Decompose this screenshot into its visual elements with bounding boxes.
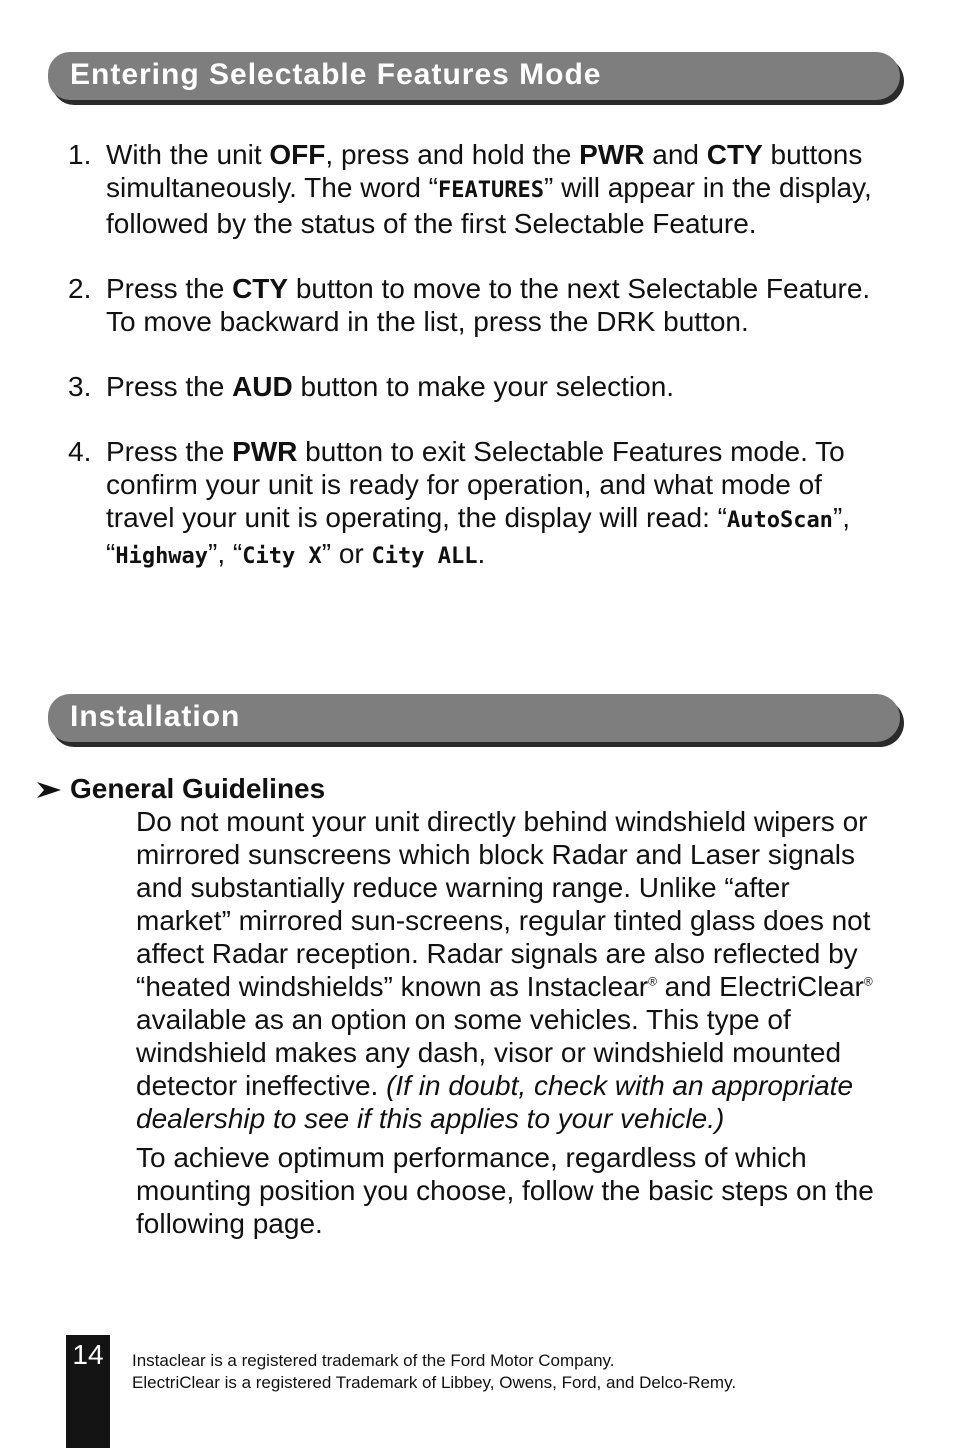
step-text: button to make your selection.	[292, 371, 675, 402]
registered-mark: ®	[648, 974, 657, 989]
guidelines-body	[36, 805, 876, 1240]
lcd-display-text: AutoScan	[726, 508, 833, 533]
step-text: With the unit	[106, 139, 270, 170]
step-text: button to move to the next Selectable Feature. To move backward in the list, press the DRK button.	[106, 273, 871, 337]
step-bold: CTY	[706, 139, 763, 170]
guidelines-paragraph	[136, 805, 876, 1135]
footnote: ElectriClear is a registered Trademark of Libbey, Owens, Ford, and Delco-Remy.	[132, 1373, 737, 1392]
footnotes	[132, 1350, 912, 1394]
step-item	[68, 138, 878, 240]
step-item	[68, 370, 878, 403]
step-text: Press the	[106, 436, 233, 467]
step-number: 3.	[68, 371, 92, 402]
step-number: 1.	[68, 139, 92, 170]
paragraph-italic-note: (If in doubt, check with an appropriate dealership to see if this applies to your vehicle.)	[136, 1070, 854, 1134]
step-bold: OFF	[269, 139, 326, 170]
registered-mark: ®	[863, 974, 873, 989]
footnote: Instaclear is a registered trademark of the Ford Motor Company.	[132, 1351, 615, 1370]
step-text: button to exit Selectable Features mode. To confirm your unit is ready for operation, and what mode of travel your unit is operating, the display will read: “	[106, 436, 845, 533]
steps-list	[68, 138, 878, 605]
paragraph-text: and ElectriClear	[656, 971, 864, 1002]
section-header-selectable-features	[48, 52, 900, 100]
step-number: 4.	[68, 436, 92, 467]
step-bold: AUD	[232, 371, 293, 402]
step-text: buttons simultaneously. The word “	[106, 139, 863, 203]
guidelines-heading-row	[36, 772, 876, 805]
step-text: ” or	[321, 538, 372, 569]
step-text: ”, “	[106, 502, 851, 569]
lcd-display-text: FEATURES	[438, 178, 544, 203]
step-bold: PWR	[579, 139, 645, 170]
page-number: 14	[72, 1339, 104, 1370]
step-item	[68, 435, 878, 573]
guidelines-heading: General Guidelines	[70, 773, 326, 804]
step-text: Press the	[106, 371, 233, 402]
section-title: Entering Selectable Features Mode	[70, 58, 602, 91]
page-number-tab	[66, 1335, 110, 1448]
lcd-display-text: City X	[242, 544, 322, 569]
guidelines-paragraph: To achieve optimum performance, regardless of which mounting position you choose, follow the basic steps on the following page.	[136, 1142, 874, 1239]
general-guidelines	[36, 772, 876, 1246]
arrow-right-icon	[36, 780, 62, 800]
section-title: Installation	[70, 700, 241, 733]
step-text: , press and hold the	[325, 139, 580, 170]
lcd-display-text: Highway	[115, 544, 209, 569]
section-header-installation	[48, 694, 900, 742]
step-text: Press the	[106, 273, 233, 304]
step-item	[68, 272, 878, 338]
paragraph-text: Do not mount your unit directly behind windshield wipers or mirrored sunscreens which block Radar and Laser signals and substantially reduce warning range. Unlike “after market” mirrored sun-screens, regular tinted glass does not affect Radar reception. Radar signals are also reflected by “heated windshields” known as Instaclear	[136, 806, 871, 1002]
paragraph-text: available as an option on some vehicles. This type of windshield makes any dash, visor or windshield mounted detector ineffective.	[136, 1004, 842, 1101]
step-text: .	[477, 538, 486, 569]
step-text: ” will appear in the display, followed by the status of the first Selectable Feature.	[106, 172, 872, 239]
step-text: and	[644, 139, 707, 170]
lcd-display-text: City ALL	[371, 544, 478, 569]
step-number: 2.	[68, 273, 92, 304]
step-bold: CTY	[232, 273, 289, 304]
step-bold: PWR	[232, 436, 298, 467]
step-text: ”, “	[208, 538, 243, 569]
